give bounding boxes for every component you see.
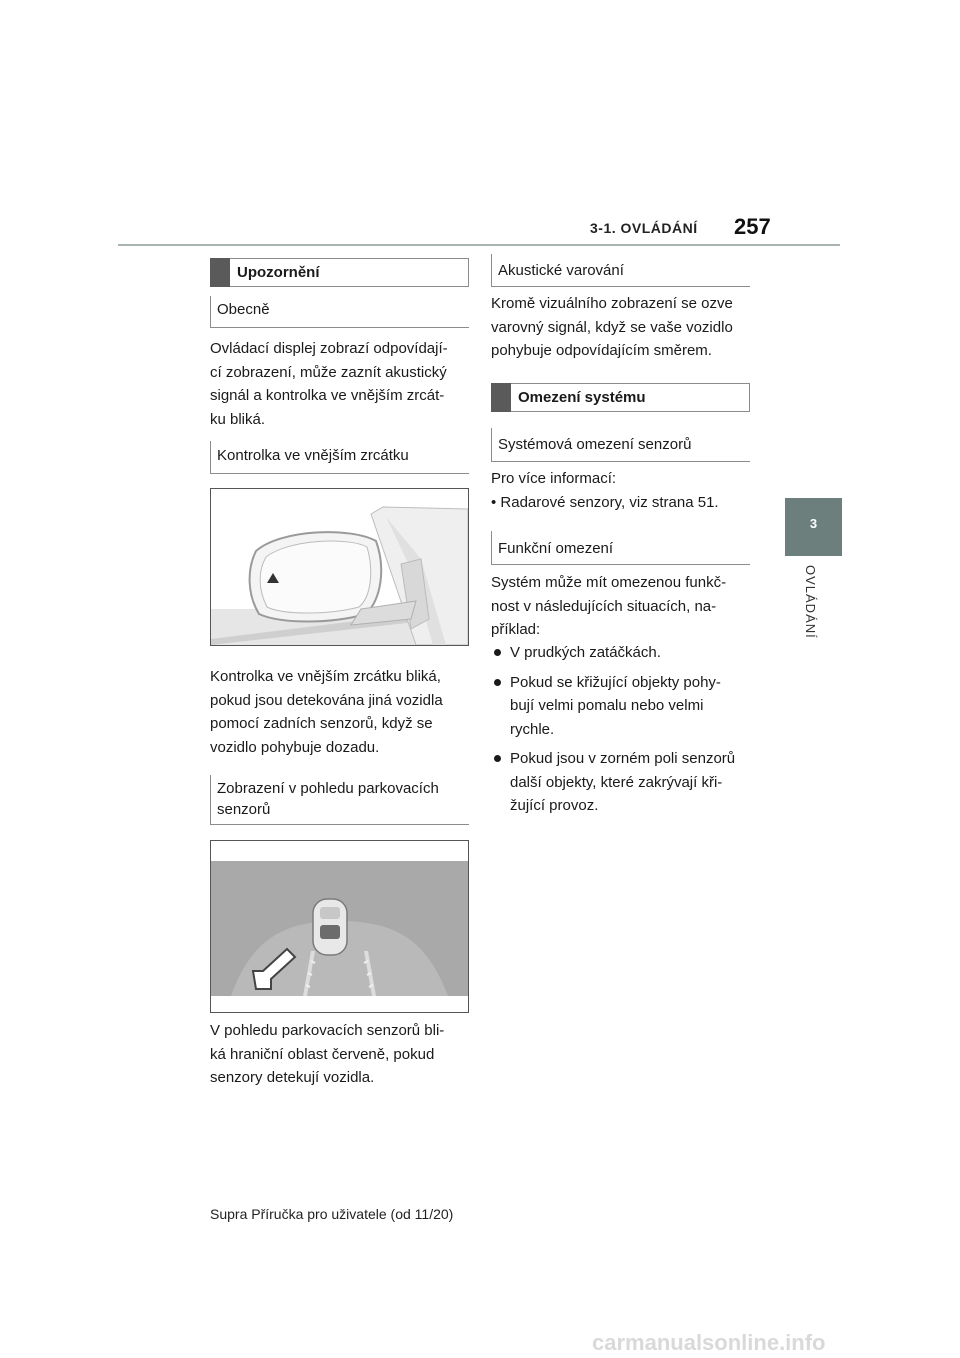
text-line: cí zobrazení, může zaznít akustický: [210, 363, 447, 381]
text-line: žující provoz.: [510, 797, 599, 814]
page-number: 257: [734, 214, 771, 239]
text-line: Pokud jsou v zorném poli senzorů: [510, 750, 736, 767]
limits-heading-box: [491, 383, 750, 412]
heading-line: senzorů: [217, 801, 271, 818]
text-line: nost v následujících situacích, na-: [491, 597, 717, 615]
acoustic-paragraph: [491, 292, 753, 363]
text-line: Pro více informací:: [491, 470, 617, 487]
text-line: varovný signál, když se vaše vozidlo: [491, 318, 733, 336]
general-subheading: [210, 296, 469, 328]
text-line: pohybuje odpovídajícím směrem.: [491, 342, 712, 359]
sensor-limits-subheading: [491, 428, 750, 462]
footer-text: Supra Příručka pro uživatele (od 11/20): [210, 1206, 454, 1222]
text-line: bují velmi pomalu nebo velmi: [510, 697, 704, 714]
list-item: [491, 671, 753, 742]
text-line: Kromě vizuálního zobrazení se ozve: [491, 295, 733, 312]
bullet-icon: [494, 649, 501, 656]
section-title: 3-1. OVLÁDÁNÍ: [590, 220, 698, 236]
text-line: signál a kontrolka ve vnějším zrcát-: [210, 387, 445, 404]
function-subheading: [491, 531, 750, 565]
heading-marker: [491, 383, 511, 412]
acoustic-heading: Akustické varování: [498, 262, 624, 279]
header-rule: [118, 244, 840, 246]
text-line: příklad:: [491, 621, 541, 638]
text-line: Ovládací displej zobrazí odpovídají-: [210, 340, 448, 357]
general-paragraph: [210, 337, 472, 431]
text-line: Systém může mít omezenou funkč-: [491, 574, 727, 591]
text-line: Kontrolka ve vnějším zrcátku bliká,: [210, 668, 441, 685]
heading-line: Zobrazení v pohledu parkovacích: [217, 780, 439, 797]
watermark: carmanualsonline.info: [592, 1330, 826, 1355]
chapter-number: 3: [809, 516, 818, 531]
text-line: další objekty, které zakrývají kři-: [510, 773, 723, 791]
text-line: pokud jsou detekována jiná vozidla: [210, 691, 443, 709]
mirror-subheading: [210, 441, 469, 474]
mirror-illustration: [210, 488, 469, 646]
text-line: Pokud se křižující objekty pohy-: [510, 673, 721, 691]
text-line: V prudkých zatáčkách.: [510, 644, 661, 661]
parking-view-illustration: [210, 840, 469, 1013]
mirror-drawing: [211, 489, 468, 645]
mirror-heading: Kontrolka ve vnějším zrcátku: [217, 447, 409, 464]
parking-view-drawing: [211, 841, 468, 1012]
general-heading: Obecně: [217, 301, 270, 318]
heading-marker: [210, 258, 230, 287]
parking-subheading: [210, 775, 469, 825]
more-info-paragraph: [491, 467, 753, 514]
text-line: V pohledu parkovacích senzorů bli-: [210, 1022, 445, 1039]
list-item: • Radarové senzory, viz strana 51.: [491, 493, 719, 511]
text-line: rychle.: [510, 720, 555, 738]
list-item: [491, 747, 753, 818]
acoustic-subheading: [491, 254, 750, 287]
text-line: pomocí zadních senzorů, když se: [210, 715, 433, 732]
bullet-list: [491, 641, 753, 818]
text-line: senzory detekují vozidla.: [210, 1069, 375, 1086]
parking-paragraph: [210, 1019, 472, 1090]
text-line: ká hraniční oblast červeně, pokud: [210, 1045, 435, 1063]
limits-heading: Omezení systému: [518, 389, 646, 406]
sensor-limits-heading: Systémová omezení senzorů: [498, 436, 692, 453]
function-paragraph: [491, 571, 753, 642]
function-heading: Funkční omezení: [498, 540, 614, 557]
parking-heading: [217, 778, 439, 820]
warning-heading: Upozornění: [237, 264, 320, 281]
bullet-icon: [494, 679, 501, 686]
mirror-paragraph: [210, 665, 472, 759]
text-line: vozidlo pohybuje dozadu.: [210, 738, 380, 756]
warning-heading-box: [210, 258, 469, 287]
chapter-label: OVLÁDÁNÍ: [803, 565, 818, 639]
bullet-icon: [494, 755, 501, 762]
text-line: ku bliká.: [210, 410, 266, 428]
list-item: [491, 641, 753, 665]
